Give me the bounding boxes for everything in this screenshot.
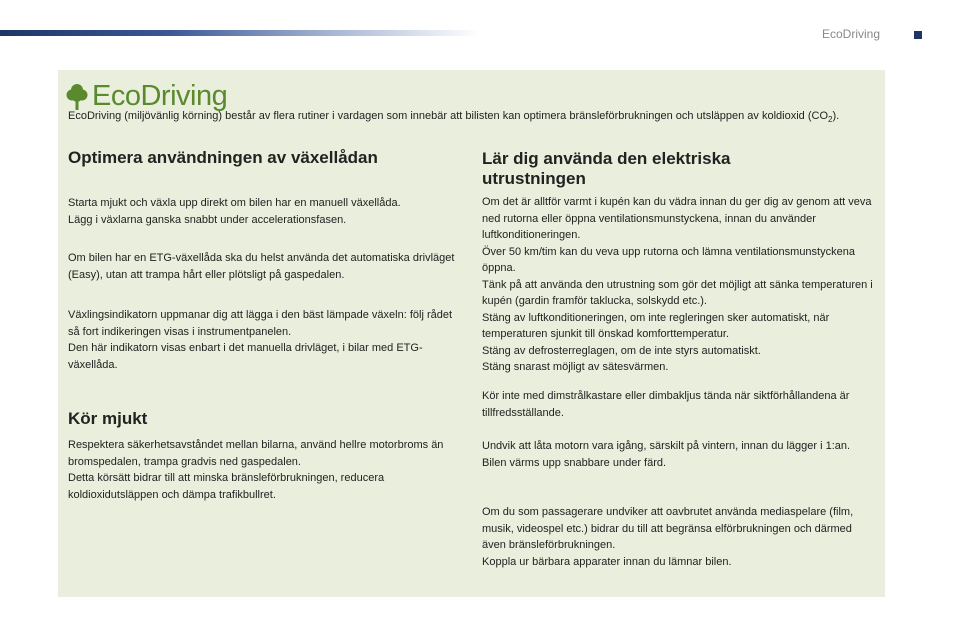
- heading-electrical: Lär dig använda den elektriska utrustningen: [482, 149, 731, 188]
- para-gearbox-1: Starta mjukt och växla upp direkt om bilen har en manuell växellåda. Lägg i växlarna ganska snabbt under accelerationsfasen.: [68, 197, 401, 226]
- section-marker: [914, 31, 922, 39]
- para-electrical-2: Kör inte med dimstrålkastare eller dimbakljus tända när siktförhållandena är tillfredsställande.: [482, 390, 850, 419]
- para-electrical-4: Om du som passagerare undviker att oavbrutet använda mediaspelare (film, musik, videospel etc.) bidrar du till att begränsa elförbrukningen och därmed även bränsleförbrukningen. Koppla ur bärbara apparater innan du lämnar bilen.: [482, 506, 854, 568]
- para-electrical-1: Om det är alltför varmt i kupén kan du vädra innan du ger dig av genom att veva ned rutorna eller öppna ventilationsmunstyckena, innan du använder luftkonditioneringen. Över 50 km/tim kan du veva upp rutorna och lämna ventilationsmunstyckena öppna. Tänk på att använda den utrustning som gör det möjligt att sänka temperaturen i kupén (gardin framför taklucka, solskydd etc.). Stäng av luftkonditioneringen, om inte regleringen sker automatiskt, när temperaturen sjunkit till önskad komforttemperatur. Stäng av defrosterreglagen, om de inte styrs automatiskt. Stäng snarast möjligt av sätesvärmen.: [482, 196, 873, 373]
- intro-text: EcoDriving (miljövänlig körning) består av flera rutiner i vardagen som innebär att bilisten kan optimera bränsleförbrukningen och utsläppen av koldioxid $(CO_2)$.: [68, 110, 840, 125]
- para-drive-smooth: Respektera säkerhetsavståndet mellan bilarna, använd hellre motorbroms än bromspedalen, trampa gradvis ned gaspedalen. Detta körsätt bidrar till att minska bränsleförbrukningen, reducera koldioxidutsläppen och dämpa trafikbullret.: [68, 439, 444, 501]
- section-label: EcoDriving: [822, 27, 881, 41]
- tree-leaf-icon: [66, 83, 88, 111]
- heading-drive-smooth: Kör mjukt: [68, 409, 148, 428]
- page-title: EcoDriving: [92, 80, 228, 112]
- heading-gearbox: Optimera användningen av växellådan: [68, 148, 378, 167]
- para-gearbox-2: Om bilen har en ETG-växellåda ska du helst använda det automatiska drivläget (Easy), utan att trampa hårt eller plötsligt på gaspedalen.: [68, 252, 455, 281]
- para-gearbox-3: Växlingsindikatorn uppmanar dig att lägga i den bäst lämpade växeln: följ rådet så fort indikeringen visas i instrumentpanelen. Den här indikatorn visas enbart i det manuella drivläget, i bilar med ETG-växellåda.: [68, 309, 453, 371]
- para-electrical-3: Undvik att låta motorn vara igång, särskilt på vintern, innan du lägger i 1:an. Bilen värms upp snabbare under färd.: [482, 440, 851, 469]
- header-gradient-bar: [0, 30, 480, 36]
